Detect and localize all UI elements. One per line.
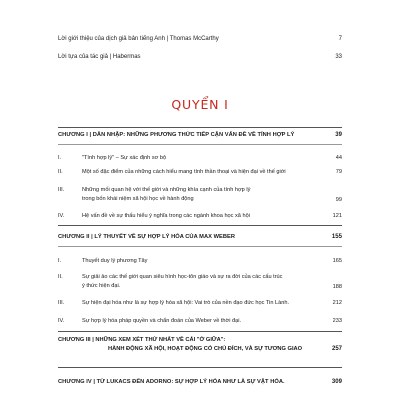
chapter-page: 155 [331, 234, 342, 240]
section-title: "Tính hợp lý" – Sự xác định sơ bộ [82, 155, 167, 161]
section-title-line2: ý thức hiện đại. [82, 282, 121, 289]
toc-section[interactable] [58, 168, 342, 177]
divider [58, 144, 342, 145]
chapter-title-line1: CHƯƠNG III | NHỮNG XEM XÉT THỨ NHẤT VỀ CÁI "Ở GIỮA": [58, 337, 226, 343]
section-number: II. [58, 274, 63, 280]
section-page: 99 [335, 197, 342, 204]
table-of-contents [58, 0, 342, 400]
section-number: III. [58, 187, 65, 193]
chapter-page: 39 [335, 132, 342, 138]
section-page: 188 [332, 284, 342, 291]
chapter-title: CHƯƠNG IV | TỪ LUKACS ĐẾN ADORNO: SỰ HỢP LÝ HÓA NHƯ LÀ SỰ VẬT HÓA. [58, 379, 285, 385]
divider [58, 367, 342, 368]
section-page: 121 [332, 213, 342, 219]
section-title: Hệ vấn đề về sự thấu hiểu ý nghĩa trong các ngành khoa học xã hội [82, 213, 250, 219]
section-page: 233 [332, 318, 342, 324]
toc-section[interactable] [58, 154, 342, 163]
section-number: IV. [58, 318, 65, 324]
toc-entry-author-preface[interactable] [58, 54, 342, 60]
divider [58, 331, 342, 332]
chapter-page: 309 [331, 379, 342, 385]
chapter-title-line2: HÀNH ĐỘNG XÃ HỘI, HOẠT ĐỘNG CÓ CHỦ ĐÍCH, VÀ SỰ TƯƠNG GIAO [108, 346, 303, 352]
section-title-line1: Sự giải ảo các thế giới quan siêu hình học-tôn giáo và sự ra đời của các cấu trúc [82, 274, 283, 280]
toc-section[interactable] [58, 299, 342, 308]
section-title [82, 186, 318, 203]
section-number: I. [58, 258, 62, 264]
section-title-line1: Những mối quan hệ với thế giới và những khía cạnh của tính hợp lý [82, 187, 251, 193]
section-title-line2: trong bốn khái niệm xã hội học về hành động [82, 195, 194, 202]
toc-chapter-4[interactable] [58, 379, 342, 385]
divider [58, 225, 342, 226]
section-page: 212 [332, 300, 342, 306]
section-number: I. [58, 155, 62, 161]
entry-title: Lời giới thiệu của dịch giả bản tiếng Anh | Thomas McCarthy [58, 36, 219, 42]
toc-section[interactable] [58, 257, 342, 266]
entry-page: 7 [338, 36, 342, 42]
entry-title: Lời tựa của tác giả | Habermas [58, 54, 141, 60]
section-title: Thuyết duy lý phương Tây [82, 258, 148, 264]
section-title: Một số đặc điểm của những cách hiểu mang tính thần thoại và hiện đại về thế giới [82, 169, 286, 175]
section-page: 44 [335, 155, 342, 161]
chapter-title: CHƯƠNG II | LÝ THUYẾT VỀ SỰ HỢP LÝ HÓA CỦA MAX WEBER [58, 234, 236, 240]
toc-section[interactable] [58, 212, 342, 221]
chapter-page: 257 [331, 346, 342, 352]
toc-section[interactable] [58, 186, 342, 203]
toc-section[interactable] [58, 317, 342, 326]
section-number: III. [58, 300, 65, 306]
volume-title: QUYỂN I [171, 97, 229, 112]
toc-chapter-1[interactable] [58, 132, 342, 138]
chapter-title: CHƯƠNG I | DẪN NHẬP: NHỮNG PHƯƠNG THỨC TIẾP CẬN VẤN ĐỀ VỀ TÍNH HỢP LÝ [58, 132, 295, 138]
toc-section[interactable] [58, 273, 342, 290]
divider [58, 127, 342, 128]
section-page: 79 [335, 169, 342, 175]
divider [58, 246, 342, 247]
section-title [82, 273, 318, 290]
section-number: II. [58, 169, 63, 175]
toc-chapter-2[interactable] [58, 234, 342, 240]
section-page: 165 [332, 258, 342, 264]
section-number: IV. [58, 213, 65, 219]
toc-chapter-3[interactable] [58, 337, 342, 352]
entry-page: 33 [335, 54, 342, 60]
toc-entry-translator-intro[interactable] [58, 36, 342, 42]
section-title: Sự hiện đại hóa như là sự hợp lý hóa xã hội: Vai trò của nền đạo đức học Tin Lành. [82, 300, 289, 306]
section-title: Sự hợp lý hóa pháp quyền và chẩn đoán của Weber về thời đại. [82, 318, 242, 324]
